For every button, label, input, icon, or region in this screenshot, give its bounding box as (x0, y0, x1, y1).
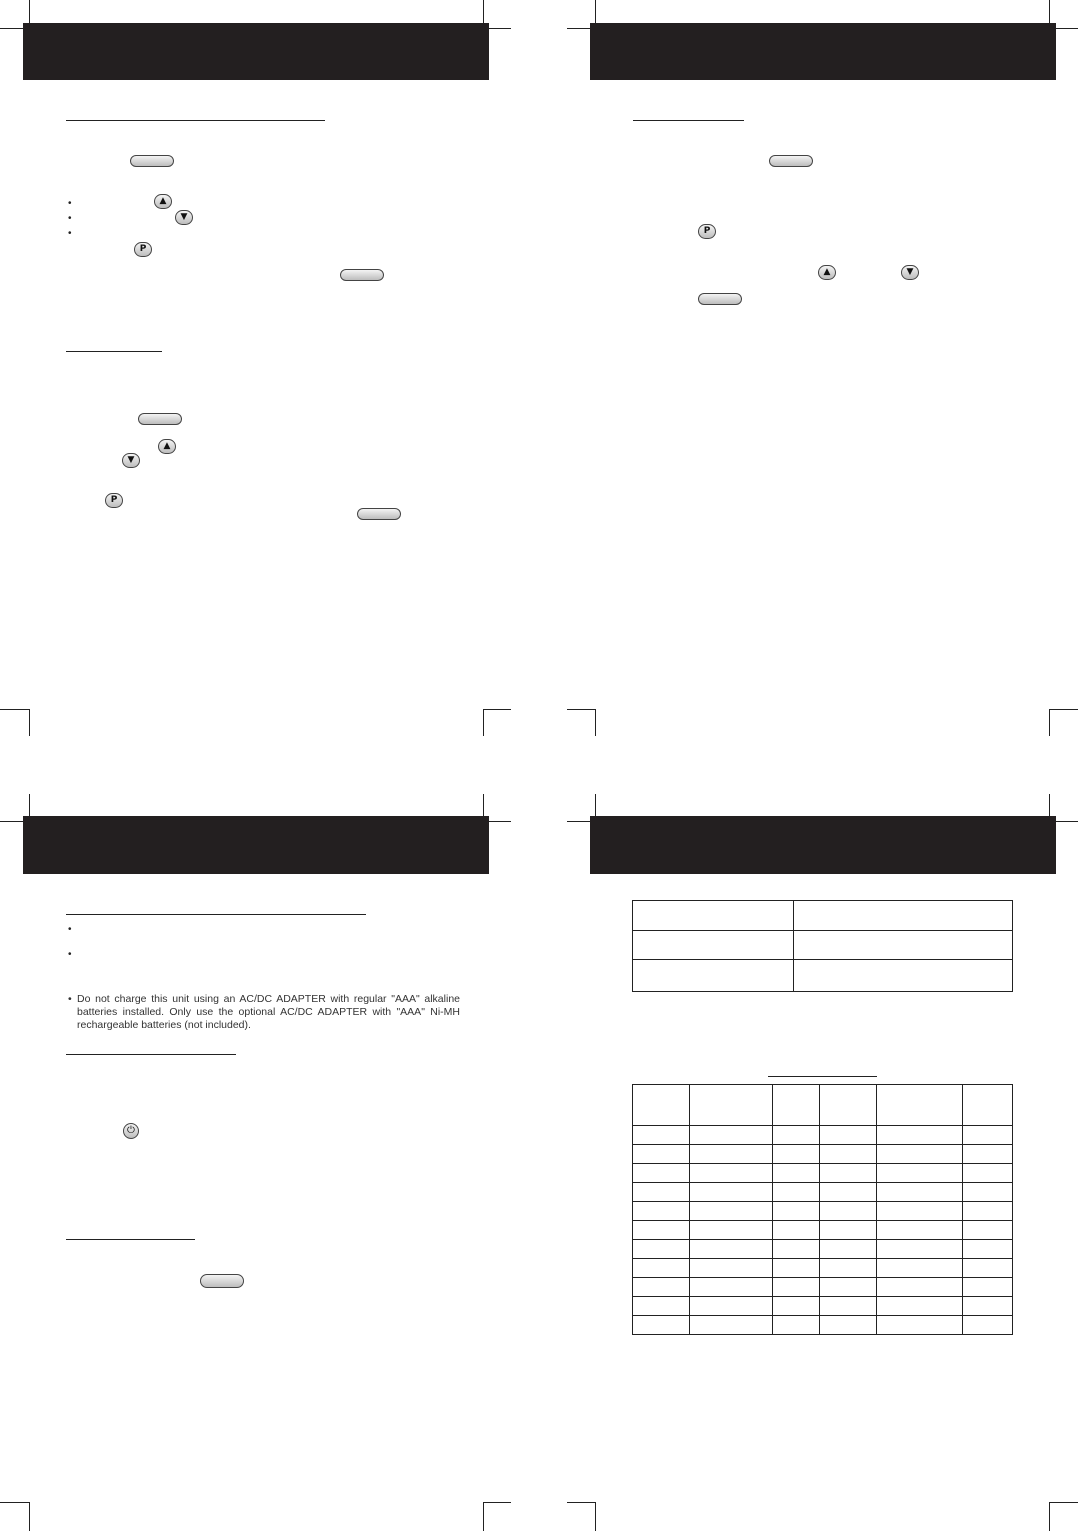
table-cell (690, 1164, 773, 1183)
power-button-icon: ⏻ (123, 1123, 139, 1139)
table-cell (820, 1240, 877, 1259)
p-button-icon: P (105, 493, 123, 508)
table-cell (877, 1145, 963, 1164)
panel-header-top-left (23, 23, 489, 80)
table-cell (877, 1126, 963, 1145)
table-cell (963, 1145, 1013, 1164)
table-cell (773, 1164, 820, 1183)
table-cell (690, 1085, 773, 1126)
table-cell (877, 1183, 963, 1202)
table-cell (633, 1240, 690, 1259)
table-row (633, 1145, 1013, 1164)
table-row (633, 1221, 1013, 1240)
data-table (632, 1084, 1013, 1335)
down-arrow-button-icon: ▼ (122, 453, 140, 468)
table-cell (633, 931, 794, 960)
oval-button-icon (138, 413, 182, 425)
table-cell (820, 1145, 877, 1164)
oval-button-icon (200, 1274, 244, 1288)
table-cell (963, 1183, 1013, 1202)
table-cell (690, 1278, 773, 1297)
table-cell (963, 1240, 1013, 1259)
oval-button-icon (698, 293, 742, 305)
table-cell (794, 960, 1013, 992)
table-row (633, 1240, 1013, 1259)
down-arrow-button-icon: ▼ (175, 210, 193, 225)
bullet-icon: • (68, 993, 72, 1005)
section-heading-rule (66, 351, 162, 352)
table-cell (690, 1202, 773, 1221)
section-heading-rule (66, 120, 325, 121)
table-cell (820, 1278, 877, 1297)
table-cell (633, 1145, 690, 1164)
table-cell (773, 1145, 820, 1164)
table-row (633, 960, 1013, 992)
table-cell (820, 1183, 877, 1202)
table-cell (773, 1221, 820, 1240)
table-cell (773, 1085, 820, 1126)
table-row (633, 931, 1013, 960)
table-cell (690, 1183, 773, 1202)
bullet-icon: • (68, 924, 72, 935)
up-arrow-button-icon: ▲ (154, 194, 172, 209)
table-cell (877, 1297, 963, 1316)
panel-header-top-right (590, 23, 1056, 80)
table-row (633, 1316, 1013, 1335)
panel-header-bottom-left (23, 816, 489, 874)
p-button-icon: P (134, 242, 152, 257)
table-cell (877, 1316, 963, 1335)
table-cell (820, 1259, 877, 1278)
bullet-icon: • (68, 228, 72, 239)
table-cell (690, 1316, 773, 1335)
table-cell (963, 1164, 1013, 1183)
bullet-icon: • (68, 213, 72, 224)
table-cell (690, 1221, 773, 1240)
table-cell (820, 1297, 877, 1316)
table-cell (820, 1085, 877, 1126)
bullet-icon: • (68, 198, 72, 209)
table-cell (633, 1221, 690, 1240)
table-cell (820, 1221, 877, 1240)
table-cell (773, 1316, 820, 1335)
spec-table (632, 900, 1013, 992)
table-cell (633, 1085, 690, 1126)
table-cell (877, 1164, 963, 1183)
panel-header-bottom-right (590, 816, 1056, 874)
table-row (633, 1278, 1013, 1297)
table-cell (633, 1297, 690, 1316)
table-cell (877, 1202, 963, 1221)
table-cell (633, 1126, 690, 1145)
table-cell (773, 1240, 820, 1259)
table-cell (794, 901, 1013, 931)
charging-warning-text: Do not charge this unit using an AC/DC ADAPTER with regular "AAA" alkaline batteries installed. Only use the optional AC/DC ADAPTER with "AAA" Ni-MH rechargeable batteries (not included). (77, 993, 460, 1031)
table-cell (633, 1183, 690, 1202)
section-heading-rule (768, 1076, 877, 1077)
oval-button-icon (769, 155, 813, 167)
table-cell (820, 1316, 877, 1335)
table-cell (633, 1316, 690, 1335)
table-row (633, 901, 1013, 931)
table-cell (633, 1278, 690, 1297)
oval-button-icon (130, 155, 174, 167)
table-row (633, 1164, 1013, 1183)
table-cell (633, 960, 794, 992)
p-button-icon: P (698, 224, 716, 239)
table-cell (633, 901, 794, 931)
section-heading-rule (633, 120, 744, 121)
table-row (633, 1183, 1013, 1202)
table-cell (877, 1085, 963, 1126)
oval-button-icon (340, 269, 384, 281)
up-arrow-button-icon: ▲ (818, 265, 836, 280)
section-heading-rule (66, 914, 366, 915)
up-arrow-button-icon: ▲ (158, 439, 176, 454)
table-cell (690, 1259, 773, 1278)
table-cell (690, 1145, 773, 1164)
table-row (633, 1202, 1013, 1221)
table-cell (963, 1221, 1013, 1240)
bullet-icon: • (68, 949, 72, 960)
table-cell (773, 1183, 820, 1202)
table-row (633, 1259, 1013, 1278)
table-cell (794, 931, 1013, 960)
table-header-row (633, 1085, 1013, 1126)
charging-warning-note (68, 993, 460, 1032)
oval-button-icon (357, 508, 401, 520)
table-cell (690, 1297, 773, 1316)
table-cell (820, 1164, 877, 1183)
table-cell (690, 1240, 773, 1259)
section-heading-rule (66, 1054, 236, 1055)
table-row (633, 1297, 1013, 1316)
table-row (633, 1126, 1013, 1145)
table-cell (963, 1259, 1013, 1278)
table-cell (963, 1085, 1013, 1126)
table-cell (633, 1164, 690, 1183)
table-cell (773, 1202, 820, 1221)
section-heading-rule (66, 1239, 195, 1240)
table-cell (963, 1202, 1013, 1221)
table-cell (963, 1278, 1013, 1297)
table-cell (633, 1202, 690, 1221)
table-cell (820, 1126, 877, 1145)
table-cell (963, 1297, 1013, 1316)
table-cell (877, 1259, 963, 1278)
table-cell (773, 1126, 820, 1145)
table-cell (963, 1316, 1013, 1335)
down-arrow-button-icon: ▼ (901, 265, 919, 280)
table-cell (773, 1297, 820, 1316)
table-cell (820, 1202, 877, 1221)
table-cell (773, 1278, 820, 1297)
table-cell (773, 1259, 820, 1278)
table-cell (877, 1221, 963, 1240)
table-cell (963, 1126, 1013, 1145)
table-cell (690, 1126, 773, 1145)
table-cell (633, 1259, 690, 1278)
table-cell (877, 1278, 963, 1297)
table-cell (877, 1240, 963, 1259)
